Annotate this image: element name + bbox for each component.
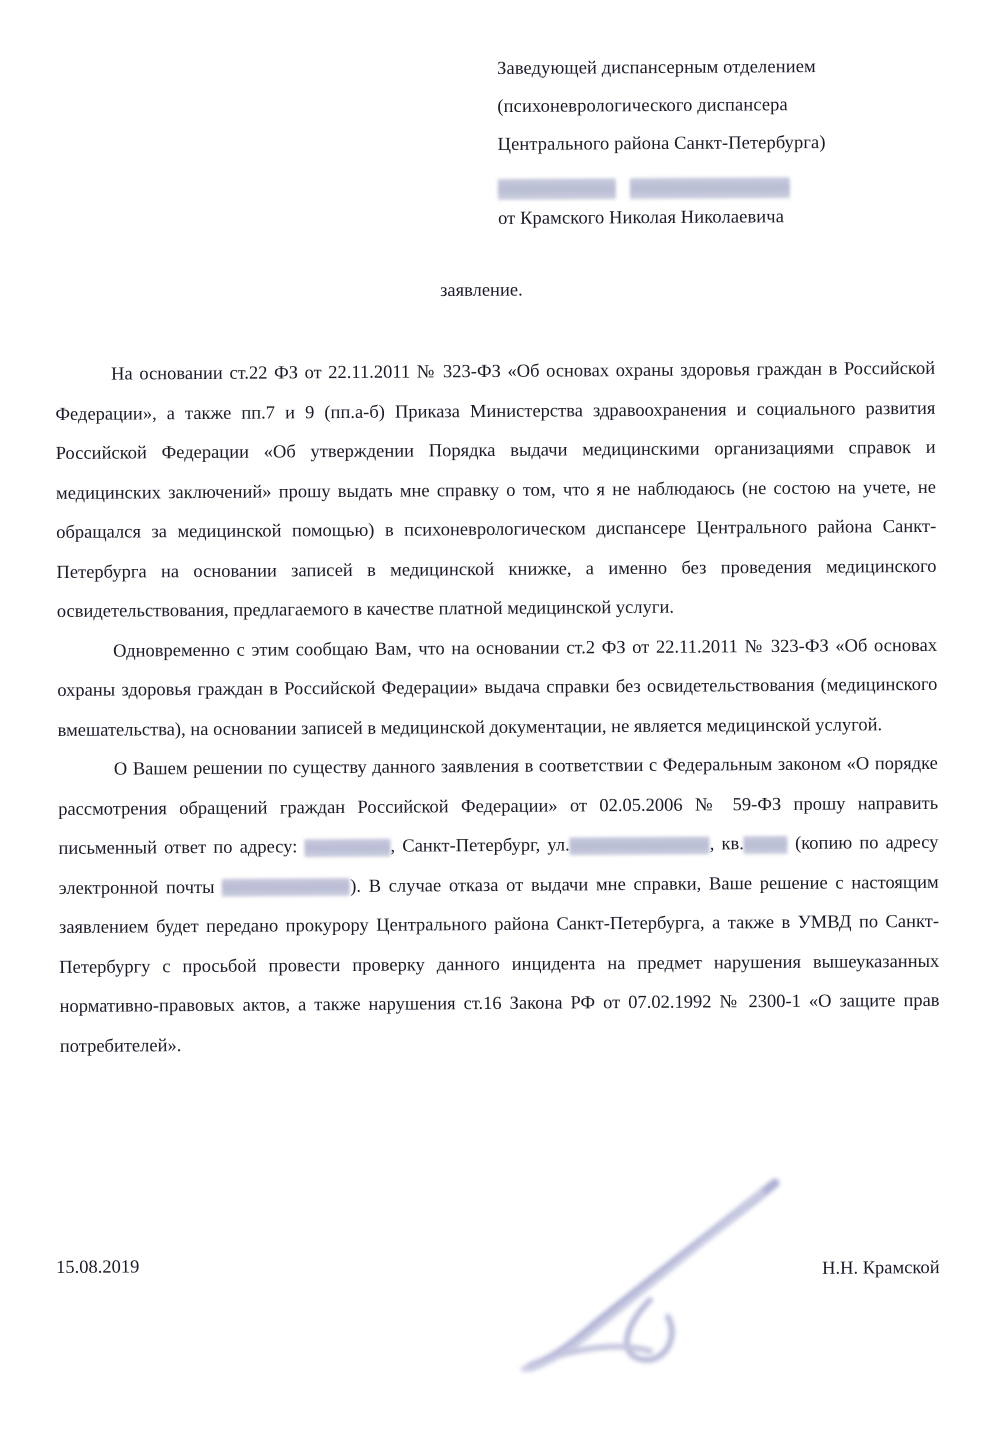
document-body — [55, 350, 940, 1067]
paragraph-3-email-part: (копию по адресу электронной почты — [58, 832, 939, 899]
redacted-addressee-name — [498, 167, 928, 192]
redacted-street — [570, 836, 710, 855]
document-date: 15.08.2019 — [56, 1257, 140, 1278]
signature-scribble — [500, 1175, 790, 1375]
addressee-line-1: Заведующей диспансерным отделением — [497, 57, 816, 79]
addressee-block — [497, 47, 928, 238]
addressee-line-2: (психоневрологического диспансера — [497, 95, 788, 117]
paragraph-3 — [58, 745, 940, 1067]
redacted-apartment — [744, 836, 788, 854]
paragraph-1: На основании ст.22 ФЗ от 22.11.2011 № 323-ФЗ «Об основах охраны здоровья граждан в Российской Федерации», а также пп.7 и 9 (пп.а-б) Приказа Министерства здравоохранения и социального развития Российской Федерации «Об утверждении Порядка выдачи медицинскими организациями справок и медицинских заключений» прошу выдать мне справку о том, что я не наблюдаюсь (не состою на учете, не обращался за медицинской помощью) в психоневрологическом диспансере Центрального района Санкт-Петербурга на основании записей в медицинской книжке, а именно без проведения медицинского освидетельствования, предлагаемого в качестве платной медицинской услуги. — [55, 358, 937, 622]
applicant-line: от Крамского Николая Николаевича — [497, 207, 785, 229]
addressee-line-3: Центрального района Санкт-Петербурга) — [497, 132, 826, 155]
paragraph-3-city: , Санкт-Петербург, — [390, 835, 541, 857]
paragraph-3-street-label: ул. — [547, 835, 570, 856]
paragraph-2: Одновременно с этим сообщаю Вам, что на основании ст.2 ФЗ от 22.11.2011 № 323-ФЗ «Об основах охраны здоровья граждан в Российской Федерации» выдача справки без освидетельствования (медицинского вмешательства), на основании записей в медицинской документации, не является медицинской услугой. — [57, 635, 938, 741]
paragraph-3-part-1: О Вашем решении по существу данного заявления в соответствии с Федеральным законом «О порядке рассмотрения обращений граждан Российской Федерации» от 02.05.2006 № 59-ФЗ прошу направить письменный ответ по адресу: — [58, 753, 939, 859]
document-title: заявление. — [440, 280, 523, 301]
redacted-address-index — [304, 838, 390, 857]
redacted-email — [222, 878, 350, 897]
paragraph-3-apt-label: , кв. — [709, 834, 744, 855]
paragraph-3-part-2: В случае отказа от выдачи мне справки, Ваше решение с настоящим заявлением будет передано прокурору Центрального района Санкт-Петербурга, а также в УМВД по Санкт-Петербургу с просьбой провести проверку данного инцидента на предмет нарушения вышеуказанных нормативно-правовых актов, а также нарушения ст.16 Закона РФ от 07.02.1992 № 2300-1 «О защите прав потребителей». — [58, 872, 940, 1057]
document-signer: Н.Н. Крамской — [822, 1258, 941, 1279]
paragraph-3-email-tail: ). — [350, 876, 362, 897]
